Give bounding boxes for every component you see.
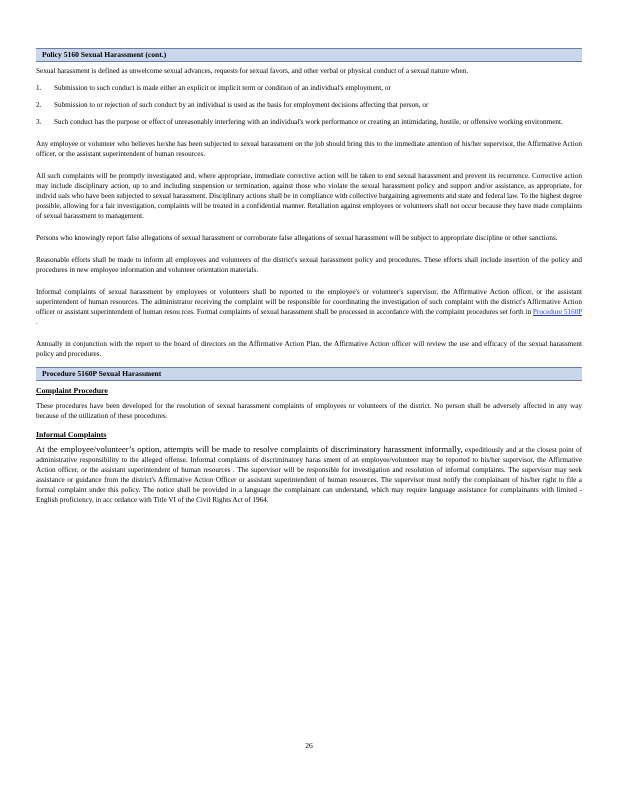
informal-resolution-paragraph (36, 444, 582, 505)
list-item (36, 83, 582, 93)
complaint-procedure-heading (36, 385, 582, 396)
informal-complaints-title: Informal Complaints (36, 430, 107, 439)
inform-paragraph: Reasonable efforts shall be made to inform all employees and volunteers of the district's sexual harassment policy and procedures. These efforts shall include insertion of the policy and procedures in new employee information and volunteer orientation materials. (36, 256, 582, 274)
reporting-paragraph: Any employee or volunteer who believes he/she has been subjected to sexual harassment on the job should bring this to the immediate attention of his/her supervisor, the Affirmative Action officer, or the assistant superintendent of human resources. (36, 140, 582, 158)
list-text: Submission to or rejection of such conduct by an individual is used as the basis for employment decisions affecting that person, or (54, 101, 429, 109)
list-number: 2. (36, 101, 42, 109)
list-number: 3. (36, 118, 42, 126)
informal-complaints-heading (36, 429, 582, 440)
informal-resolution-lead: At the employee/volunteer’s option, attempts will be made to resolve complaints of discriminatory harassment informally, (36, 444, 463, 454)
list-number: 1. (36, 84, 42, 92)
informal-complaints-paragraph (36, 287, 582, 327)
policy-header: Policy 5160 Sexual Harassment (cont.) (36, 48, 582, 62)
informal-resolution-text: expeditiously and at the closest point of administrative responsibility to the alleged offense. Informal complaints of discriminatory haras sment of an employee/volunteer may be reported to his/her supervisor, the Affirmative Action officer, or the assistant superintendent of human resources . The supervisor will be responsible for investigation and resolution of informal complaints. The supervisor may seek assistance or guidance from the district's Affirmative Action Officer or assistant superintendent of human resources. The supervisor must notify the complainant of his/her right to file a formal complaint under this policy. The notice shall be provided in a language the complainant can understand, which may require language assistance for complainants with limited - English proficiency, in acc ordance with Title VI of the Civil Rights Act of 1964. (36, 446, 583, 504)
procedure-link[interactable]: Procedure 5160P (532, 308, 582, 316)
false-allegations-paragraph: Persons who knowingly report false allegations of sexual harassment or corroborate false allegations of sexual harassment will be subject to appropriate discipline or other sanctions. (36, 234, 558, 242)
list-item (36, 117, 582, 127)
link-trailing: . (36, 318, 38, 326)
procedure-header: Procedure 5160P Sexual Harassment (36, 367, 582, 381)
procedures-paragraph: These procedures have been developed for the resolution of sexual harassment complaints of employees or volunteers of the district. No person shall be adversely affected in any way because of the utilization of these procedures. (36, 402, 582, 420)
informal-complaints-text: Informal complaints of sexual harassment by employees or volunteers shall be reported to the employee's or volunteer's supervisor, the Affirmative Action officer, or the assistant superintendent of human resources. The administrator receiving the complaint will be responsible for coordinating the investigation of such complaint with the district's Affirmative Action officer or assistant superintendent of human resou rces. Formal complaints of sexual harassment shall be processed in accordance with the complaint procedures set forth in (36, 288, 582, 316)
page-number: 26 (305, 741, 313, 750)
definition-paragraph: Sexual harassment is defined as unwelcome sexual advances, requests for sexual favors, and other verbal or physical conduct of a sexual nature when. (36, 67, 469, 75)
list-text: Submission to such conduct is made either an explicit or implicit term or condition of an individual's employment, or (54, 84, 391, 92)
complaint-procedure-title: Complaint Procedure (36, 386, 108, 395)
list-text: Such conduct has the purpose or effect of unreasonably interfering with an individual's work performance or creating an intimidating, hostile, or offensive working environment. (54, 118, 563, 126)
annual-review-paragraph: Annually in conjunction with the report to the board of directors on the Affirmative Action Plan, the Affirmative Action officer will review the use and efficacy of the sexual harassment policy and procedures. (36, 340, 582, 358)
document-page (36, 48, 582, 505)
investigation-paragraph: All such complaints will be promptly investigated and, where appropriate, immediate corrective action will be taken to end sexual harassment and prevent its recurrence. Corrective action may include disciplinary action, up to and including suspension or termination, against those who violate the sexual harassment policy and support and/or assistance, as appropriate, for individ uals who have been subjected to sexual harassment. Disciplinary actions shall be in compliance with collective bargaining agreements and state and federal law. To the highest degree possible, allowing for a fair investigation, complaints will be treated in a confidential manner. Retaliation against employees or volunteers shall not occur because they have made complaints of sexual harassment to management. (36, 172, 582, 220)
list-item (36, 100, 582, 110)
